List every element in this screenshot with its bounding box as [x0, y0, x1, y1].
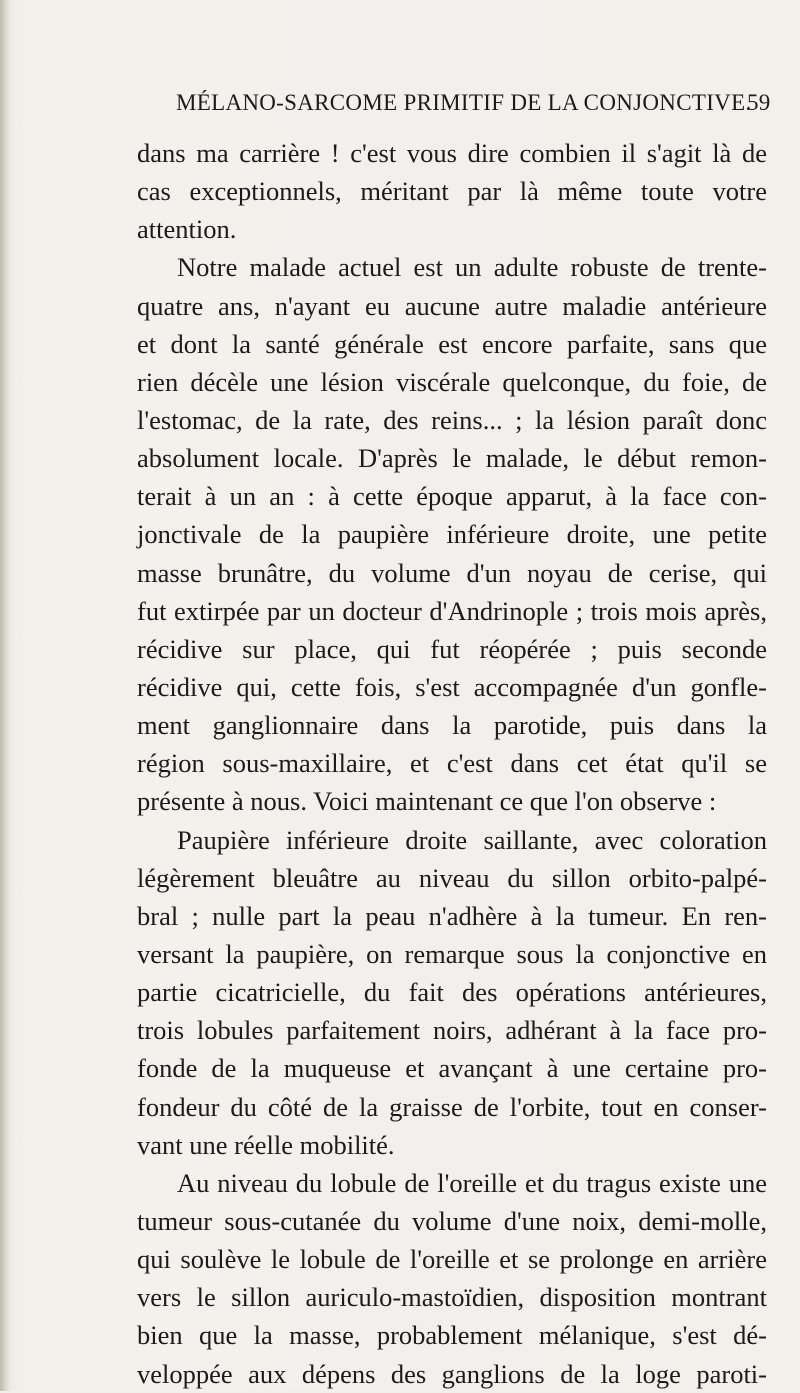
text-line: et dont la santé générale est encore parfaite, sans que [137, 328, 767, 359]
text-line: bien que la masse, probablement mélanique, s'est dé- [137, 1320, 767, 1351]
text-line: fondeur du côté de la graisse de l'orbite, tout en conser- [137, 1091, 767, 1122]
text-line: attention. [137, 214, 237, 245]
text-line: veloppée aux dépens des ganglions de la loge paroti- [137, 1358, 767, 1389]
text-line: récidive qui, cette fois, s'est accompagnée d'un gonfle- [137, 671, 767, 702]
text-line: ment ganglionnaire dans la parotide, puis dans la [137, 710, 767, 741]
text-line: versant la paupière, on remarque sous la conjonctive en [137, 938, 767, 969]
text-line: fonde de la muqueuse et avançant à une certaine pro- [137, 1053, 767, 1084]
text-line: légèrement bleuâtre au niveau du sillon orbito-palpé- [137, 862, 767, 893]
text-line: vers le sillon auriculo-mastoïdien, disposition montrant [137, 1282, 767, 1313]
text-line: Notre malade actuel est un adulte robuste de trente- [177, 252, 767, 283]
text-line: partie cicatricielle, du fait des opérations antérieures, [137, 977, 767, 1008]
text-line: récidive sur place, qui fut réopérée ; puis seconde [137, 633, 767, 664]
text-line: Au niveau du lobule de l'oreille et du tragus existe une [177, 1167, 767, 1198]
body-text [137, 134, 767, 1393]
text-line: vant une réelle mobilité. [137, 1129, 395, 1160]
text-line: fut extirpée par un docteur d'Andrinople ; trois mois après, [137, 595, 767, 626]
text-line: région sous-maxillaire, et c'est dans cet état qu'il se [137, 748, 767, 779]
text-line: Paupière inférieure droite saillante, avec coloration [177, 824, 767, 855]
page-header [176, 90, 776, 120]
text-line: trois lobules parfaitement noirs, adhérant à la face pro- [137, 1015, 767, 1046]
text-line: jonctivale de la paupière inférieure droite, une petite [137, 519, 767, 550]
text-line: rien décèle une lésion viscérale quelconque, du foie, de [137, 366, 767, 397]
text-line: tumeur sous-cutanée du volume d'une noix, demi-molle, [137, 1205, 767, 1236]
text-line: bral ; nulle part la peau n'adhère à la tumeur. En ren- [137, 900, 767, 931]
text-line: l'estomac, de la rate, des reins... ; la lésion paraît donc [137, 404, 767, 435]
running-head: MÉLANO-SARCOME PRIMITIF DE LA CONJONCTIVE. [176, 90, 752, 115]
text-line: absolument locale. D'après le malade, le début remon- [137, 443, 767, 474]
binding-gutter-shadow [0, 0, 10, 1391]
text-line: dans ma carrière ! c'est vous dire combien il s'agit là de [137, 138, 767, 168]
text-line: présente à nous. Voici maintenant ce que l'on observe : [137, 786, 717, 817]
text-line: cas exceptionnels, méritant par là même toute votre [137, 176, 767, 207]
text-line: terait à un an : à cette époque apparut, à la face con- [137, 481, 767, 512]
text-line: masse brunâtre, du volume d'un noyau de cerise, qui [137, 557, 767, 588]
page-number: 59 [747, 90, 771, 115]
text-line: qui soulève le lobule de l'oreille et se prolonge en arrière [137, 1244, 767, 1275]
text-line: quatre ans, n'ayant eu aucune autre maladie antérieure [137, 290, 767, 321]
